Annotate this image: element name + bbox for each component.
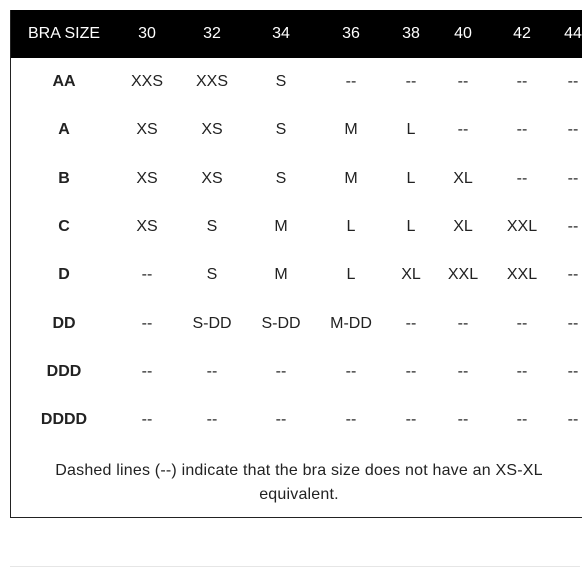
table-cell: -- bbox=[457, 411, 469, 428]
table-cell: XL bbox=[453, 170, 473, 187]
table-cell: -- bbox=[516, 121, 528, 138]
table-cell: -- bbox=[567, 73, 579, 90]
table-cell: XS bbox=[201, 170, 223, 187]
table-cell: XXL bbox=[506, 218, 538, 235]
table-cell: -- bbox=[206, 411, 218, 428]
table-cell: L bbox=[406, 218, 416, 235]
table-cell: M bbox=[274, 218, 288, 235]
table-cell: S bbox=[275, 121, 287, 138]
table-cell: -- bbox=[141, 411, 153, 428]
table-cell: XL bbox=[453, 218, 473, 235]
table-cell: M-DD bbox=[330, 315, 372, 332]
column-header: 32 bbox=[203, 25, 221, 42]
table-cell: -- bbox=[275, 363, 287, 380]
table-cell: XS bbox=[136, 121, 158, 138]
table-cell: XL bbox=[401, 266, 421, 283]
table-cell: XXS bbox=[130, 73, 164, 90]
table-cell: -- bbox=[275, 411, 287, 428]
table-cell: -- bbox=[567, 170, 579, 187]
column-header: 44 bbox=[564, 25, 582, 42]
row-label: DD bbox=[52, 315, 76, 332]
table-cell: L bbox=[346, 218, 356, 235]
table-cell: -- bbox=[206, 363, 218, 380]
table-cell: -- bbox=[567, 121, 579, 138]
row-label: A bbox=[58, 121, 70, 138]
row-label: DDDD bbox=[40, 411, 88, 428]
row-label: C bbox=[58, 218, 70, 235]
header-label: BRA SIZE bbox=[27, 25, 101, 42]
table-cell: S bbox=[275, 73, 287, 90]
column-header: 36 bbox=[342, 25, 360, 42]
table-cell: M bbox=[344, 170, 358, 187]
column-header: 30 bbox=[138, 25, 156, 42]
table-cell: -- bbox=[345, 363, 357, 380]
table-cell: XS bbox=[201, 121, 223, 138]
table-cell: -- bbox=[345, 411, 357, 428]
table-cell: XXL bbox=[447, 266, 479, 283]
divider bbox=[10, 566, 580, 567]
table-cell: -- bbox=[516, 170, 528, 187]
table-cell: S bbox=[206, 218, 218, 235]
size-chart bbox=[10, 10, 582, 518]
table-cell: -- bbox=[141, 266, 153, 283]
table-cell: -- bbox=[516, 363, 528, 380]
row-label: B bbox=[58, 170, 70, 187]
table-cell: S-DD bbox=[261, 315, 301, 332]
row-label: DDD bbox=[46, 363, 82, 380]
table-cell: -- bbox=[567, 218, 579, 235]
table-header bbox=[11, 10, 582, 58]
table-cell: -- bbox=[457, 121, 469, 138]
table-cell: -- bbox=[457, 315, 469, 332]
table-cell: -- bbox=[405, 315, 417, 332]
table-cell: -- bbox=[567, 411, 579, 428]
column-header: 34 bbox=[272, 25, 290, 42]
table-cell: XS bbox=[136, 218, 158, 235]
table-cell: -- bbox=[405, 73, 417, 90]
table-cell: M bbox=[274, 266, 288, 283]
table-cell: -- bbox=[457, 73, 469, 90]
table-cell: L bbox=[406, 121, 416, 138]
table-cell: -- bbox=[567, 266, 579, 283]
table-cell: S-DD bbox=[192, 315, 232, 332]
column-header: 38 bbox=[402, 25, 420, 42]
table-cell: -- bbox=[405, 363, 417, 380]
table-cell: -- bbox=[141, 315, 153, 332]
row-label: D bbox=[58, 266, 70, 283]
column-header: 42 bbox=[513, 25, 531, 42]
table-cell: L bbox=[406, 170, 416, 187]
table-cell: -- bbox=[457, 363, 469, 380]
table-cell: -- bbox=[345, 73, 357, 90]
table-cell: XXL bbox=[506, 266, 538, 283]
table-cell: -- bbox=[516, 73, 528, 90]
column-header: 40 bbox=[454, 25, 472, 42]
table-cell: S bbox=[275, 170, 287, 187]
table-cell: -- bbox=[567, 315, 579, 332]
table-cell: -- bbox=[516, 315, 528, 332]
row-label: AA bbox=[52, 73, 76, 90]
table-cell: M bbox=[344, 121, 358, 138]
table-cell: S bbox=[206, 266, 218, 283]
table-cell: XXS bbox=[195, 73, 229, 90]
table-cell: -- bbox=[516, 411, 528, 428]
table-cell: L bbox=[346, 266, 356, 283]
table-cell: -- bbox=[405, 411, 417, 428]
table-cell: -- bbox=[567, 363, 579, 380]
table-cell: XS bbox=[136, 170, 158, 187]
table-note: Dashed lines (--) indicate that the bra size does not have an XS-XL equivalent. bbox=[55, 462, 543, 503]
table-cell: -- bbox=[141, 363, 153, 380]
